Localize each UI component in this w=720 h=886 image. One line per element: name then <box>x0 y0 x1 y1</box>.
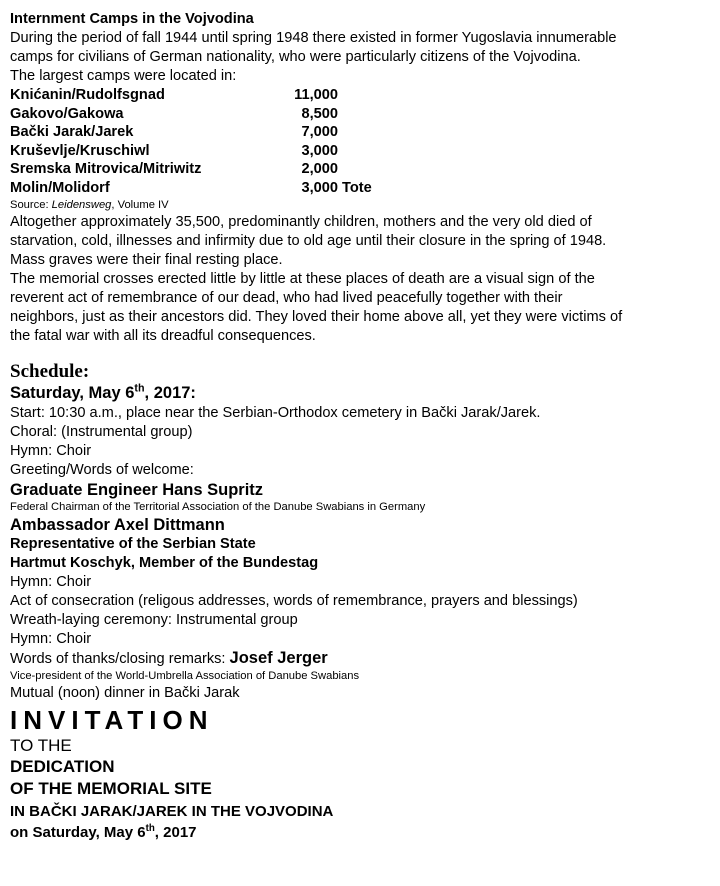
schedule-date-sup: th <box>134 382 145 395</box>
schedule-date-year: , 2017: <box>144 383 196 402</box>
schedule-date <box>10 383 710 404</box>
invitation-to-the: TO THE <box>10 735 72 755</box>
camp-suffix: Tote <box>342 179 372 196</box>
camp-name: Sremska Mitrovica/Mitriwitz <box>10 161 202 178</box>
largest-camps-intro: The largest camps were located in: <box>10 68 237 84</box>
schedule-thanks <box>10 649 710 669</box>
speaker-dittmann-role: Representative of the Serbian State <box>10 535 256 552</box>
camp-name: Gakovo/Gakowa <box>10 105 124 122</box>
para3-line1: The memorial crosses erected little by little at these places of death are a visual sign of the <box>10 270 595 287</box>
speaker-supritz-role: Federal Chairman of the Territorial Association of the Danube Swabians in Germany <box>10 500 426 513</box>
camp-row <box>10 123 710 142</box>
camp-name: Molin/Molidorf <box>10 179 110 196</box>
camp-count: 3,000 <box>301 142 338 159</box>
camp-count: 11,000 <box>294 87 338 103</box>
camp-suffix <box>338 123 342 142</box>
speaker-jerger: Josef Jerger <box>229 648 328 667</box>
source-suffix: , Volume IV <box>111 198 169 211</box>
para2-line2: starvation, cold, illnesses and infirmity due to old age until their closure in the spring of 1948. <box>10 232 607 249</box>
schedule-title: Schedule: <box>10 360 90 382</box>
schedule-wreath: Wreath-laying ceremony: Instrumental group <box>10 611 298 628</box>
camp-count: 7,000 <box>301 124 338 141</box>
invitation-date-sup: th <box>145 822 155 834</box>
para3-line2: reverent act of remembrance of our dead, who had lived peacefully together with their <box>10 289 563 306</box>
invitation-title: INVITATION <box>10 704 214 735</box>
invitation-location: IN BAČKI JARAK/JAREK IN THE VOJVODINA <box>10 802 334 820</box>
section-gap <box>10 346 710 359</box>
camp-suffix <box>338 86 342 105</box>
source-prefix: Source: <box>10 198 52 211</box>
invitation-dedication: DEDICATION <box>10 756 115 776</box>
camp-row <box>10 160 710 179</box>
camp-suffix <box>338 160 342 179</box>
camp-suffix <box>338 142 342 161</box>
camp-name: Kruševlje/Kruschiwl <box>10 142 150 159</box>
schedule-hymn: Hymn: Choir <box>10 442 92 459</box>
schedule-dinner: Mutual (noon) dinner in Bački Jarak <box>10 684 240 701</box>
camp-count: 2,000 <box>301 161 338 178</box>
para1-line1: During the period of fall 1944 until spring 1948 there existed in former Yugoslavia innumerable <box>10 30 617 46</box>
schedule-date-main: Saturday, May 6 <box>10 383 135 402</box>
para2-line1: Altogether approximately 35,500, predominantly children, mothers and the very old died of <box>10 213 592 230</box>
camp-row <box>10 179 710 198</box>
invitation-date-year: , 2017 <box>154 823 197 841</box>
para1-line2: camps for civilians of German nationality, who were particularly citizens of the Vojvodina. <box>10 49 581 65</box>
speaker-dittmann: Ambassador Axel Dittmann <box>10 515 225 534</box>
source-title: Leidensweg <box>51 198 112 211</box>
invitation-date <box>10 822 710 843</box>
source-note <box>10 198 710 213</box>
camps-list <box>10 86 710 198</box>
internment-title: Internment Camps in the Vojvodina <box>10 11 254 27</box>
camp-count: 3,000 <box>301 179 338 196</box>
camp-row <box>10 86 710 105</box>
schedule-hymn: Hymn: Choir <box>10 573 92 590</box>
schedule-hymn: Hymn: Choir <box>10 630 92 647</box>
camp-suffix <box>338 105 342 124</box>
schedule-choral: Choral: (Instrumental group) <box>10 423 193 440</box>
thanks-label: Words of thanks/closing remarks: <box>10 650 230 667</box>
para2-line3: Mass graves were their final resting place. <box>10 251 283 268</box>
schedule-greeting: Greeting/Words of welcome: <box>10 461 194 478</box>
schedule-consecration: Act of consecration (religous addresses, words of remembrance, prayers and blessings) <box>10 592 578 609</box>
camp-row <box>10 105 710 124</box>
camp-row <box>10 142 710 161</box>
para3-line3: neighbors, just as their ancestors did. They loved their home above all, yet they were victims of <box>10 308 623 325</box>
camp-name: Knićanin/Rudolfsgnad <box>10 87 165 103</box>
schedule-start: Start: 10:30 a.m., place near the Serbian-Orthodox cemetery in Bački Jarak/Jarek. <box>10 404 541 421</box>
para3-line4: the fatal war with all its dreadful consequences. <box>10 327 316 344</box>
speaker-koschyk: Hartmut Koschyk, Member of the Bundestag <box>10 554 319 571</box>
speaker-supritz: Graduate Engineer Hans Supritz <box>10 480 264 499</box>
invitation-memorial: OF THE MEMORIAL SITE <box>10 778 212 798</box>
invitation-date-main: on Saturday, May 6 <box>10 823 146 841</box>
camp-count: 8,500 <box>301 105 338 122</box>
speaker-jerger-role: Vice-president of the World-Umbrella Association of Danube Swabians <box>10 669 360 682</box>
camp-name: Bački Jarak/Jarek <box>10 124 134 141</box>
